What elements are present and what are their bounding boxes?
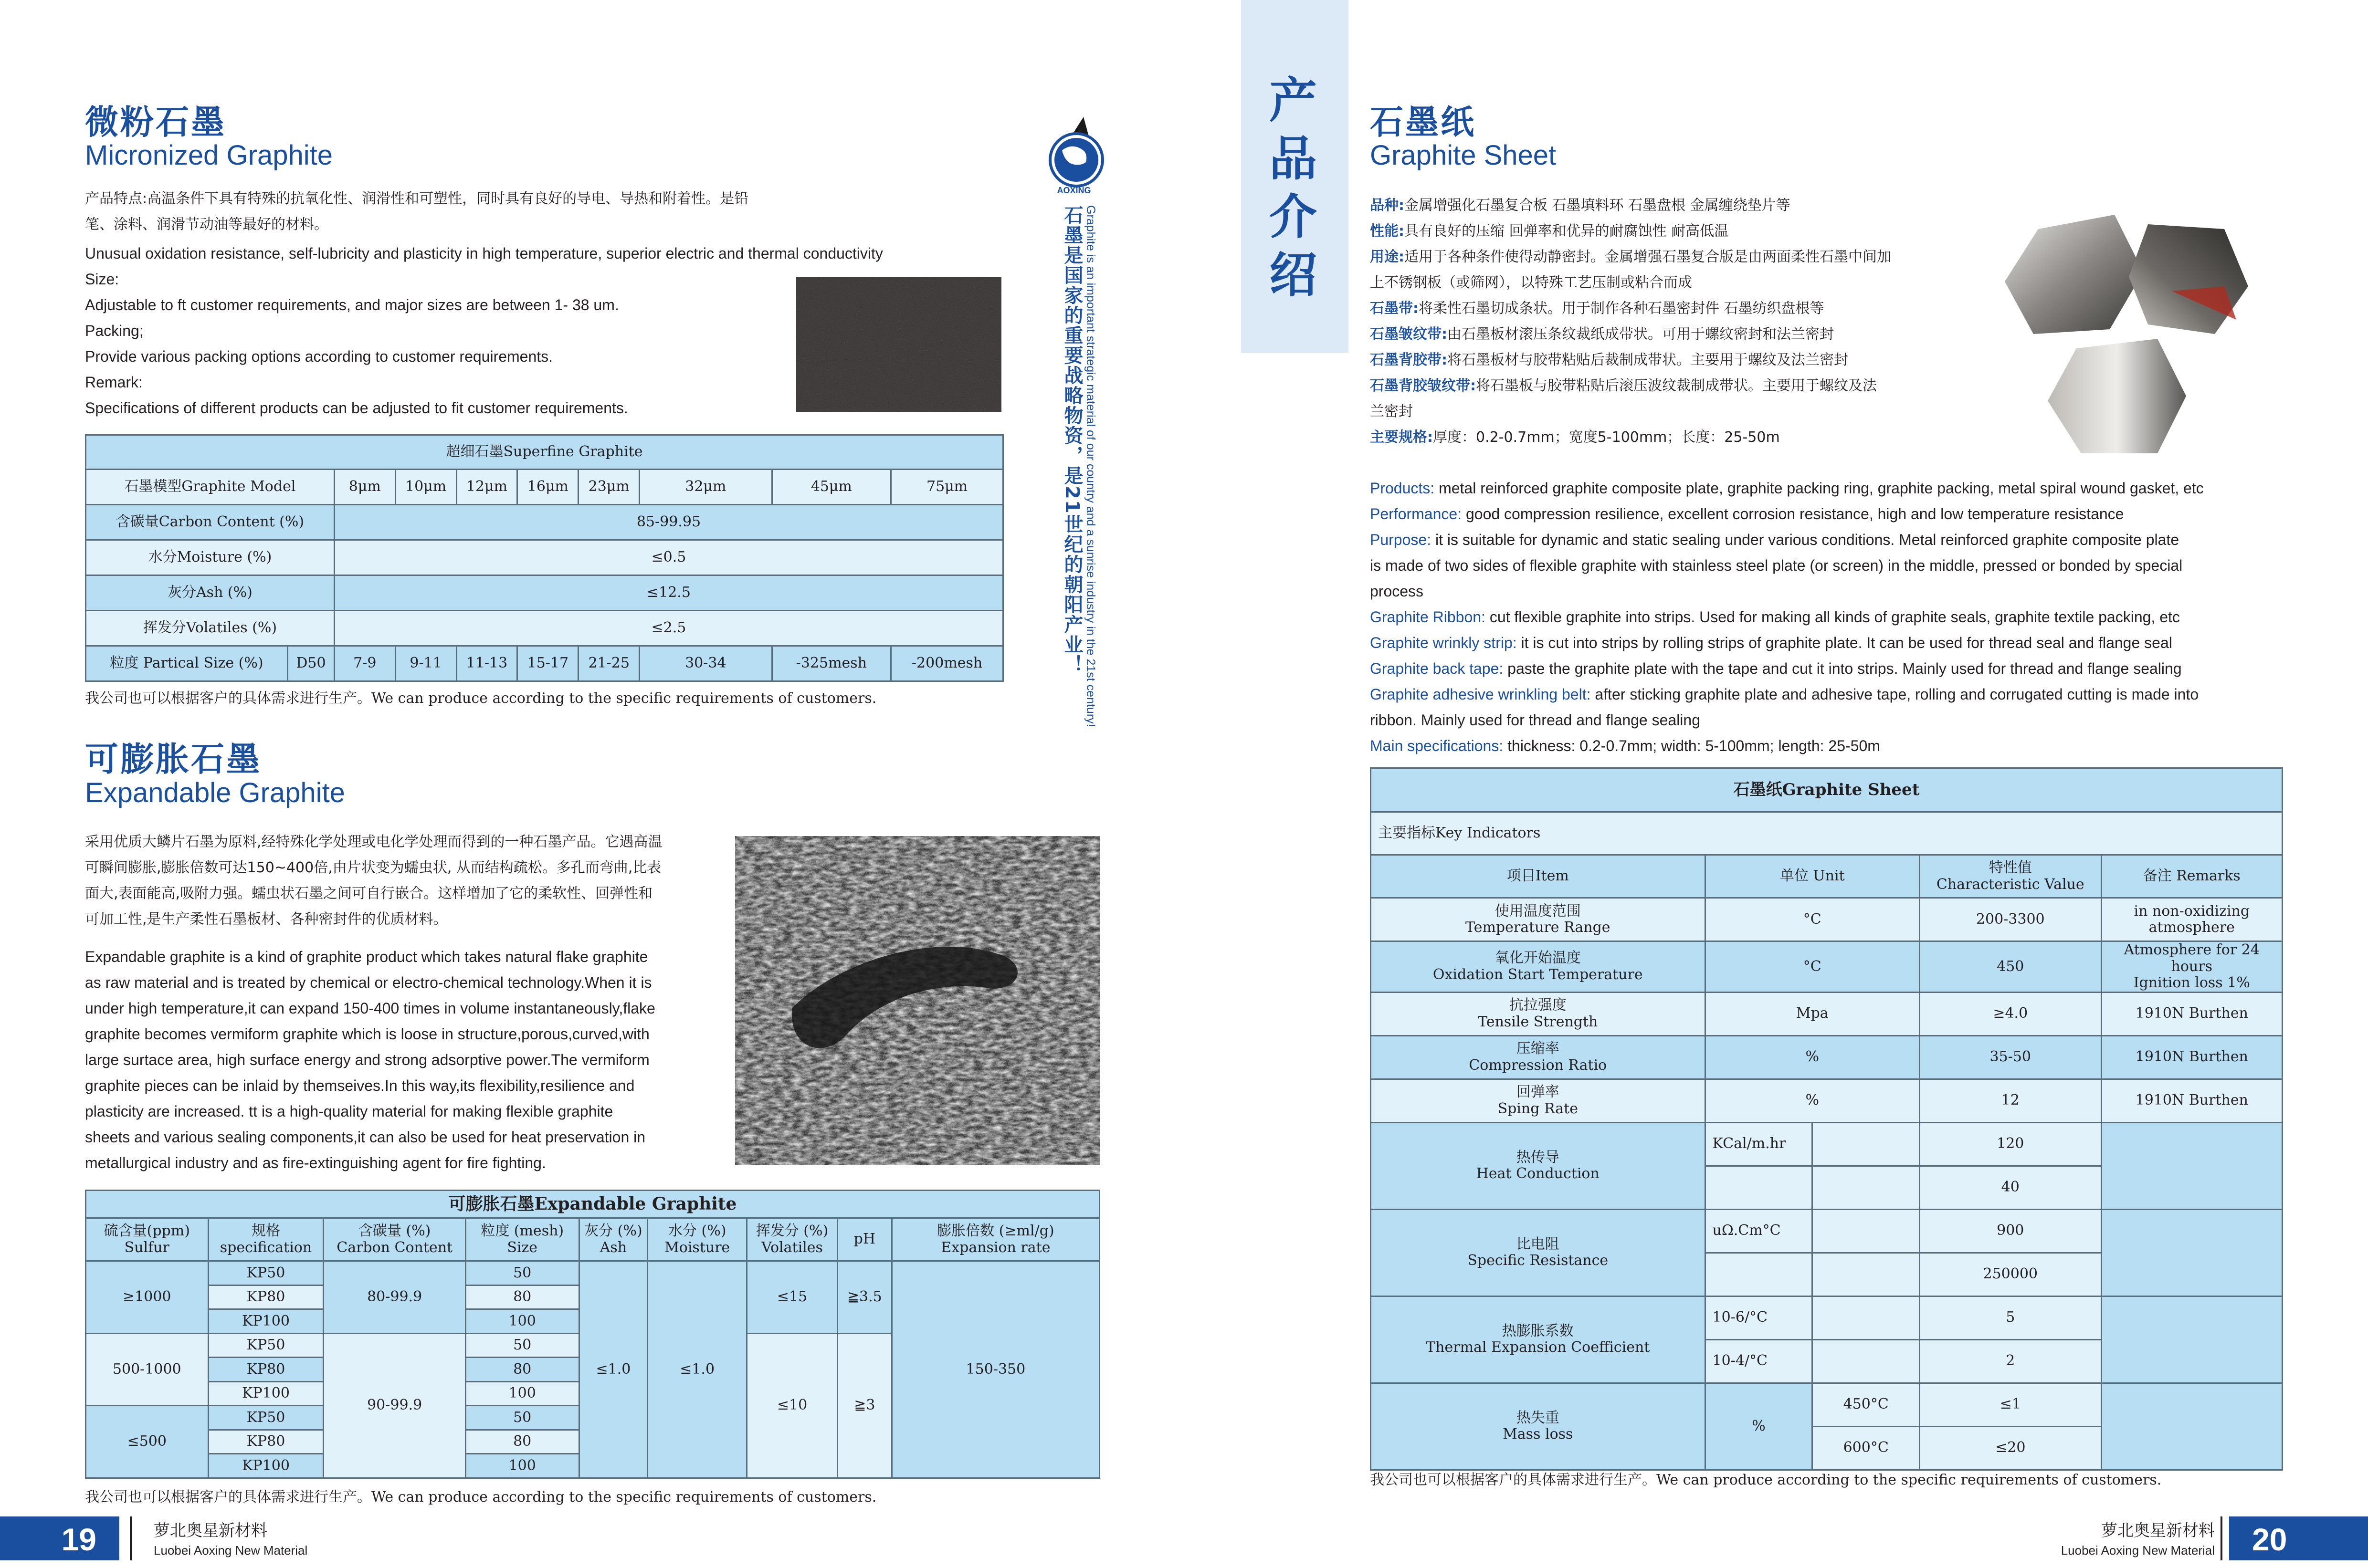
sheet-photo-1	[2005, 215, 2143, 334]
page-badge-left	[0, 1516, 119, 1560]
desc-en-line: under high temperature,it can expand 150-400 times in volume instantaneously,flake	[85, 1000, 655, 1017]
desc-en-line: metallurgical industry and as fire-extinguishing agent for fire fighting.	[85, 1154, 546, 1171]
size-cell: 8μm	[334, 470, 395, 505]
expandable-note: 我公司也可以根据客户的具体需求进行生产。We can produce according to the specific requirements of customers.	[85, 1489, 877, 1505]
particle-cell: 11-13	[456, 646, 517, 681]
mesh-cell: 80	[465, 1285, 579, 1309]
header-en: Expansion rate	[941, 1239, 1051, 1256]
desc-en-line: as raw material and is treated by chemical or electro-chemical technology.When it is	[85, 974, 652, 991]
expandable-table	[85, 1190, 1100, 1479]
d50-label: D50	[288, 646, 335, 681]
row-remark: in non-oxidizing	[2134, 902, 2250, 920]
header-cell	[837, 1218, 892, 1261]
page-badge-right	[2229, 1516, 2368, 1560]
row-unit: Mpa	[1705, 992, 1919, 1035]
en-line	[1370, 630, 2277, 656]
graphite-sheet-photos	[1976, 210, 2253, 458]
heat-en: Heat Conduction	[1476, 1165, 1600, 1182]
mass-en: Mass loss	[1503, 1426, 1573, 1443]
heat-label	[1371, 1122, 1705, 1209]
en-line-key: Products:	[1370, 480, 1435, 497]
expanded-graphite-sem-photo	[735, 836, 1100, 1165]
en-line-value: paste the graphite plate with the tape and cut it into strips. Mainly used for thread and flange sealing	[1503, 660, 2182, 677]
sheet-desc-en	[1370, 475, 2277, 759]
thermal-label	[1371, 1296, 1705, 1383]
volatiles-label: 挥发分Volatiles (%)	[86, 611, 335, 646]
spec-cell: KP50	[208, 1333, 324, 1358]
cn-line-key: 石墨背胶皱纹带:	[1370, 377, 1476, 394]
cn-line-key: 主要规格:	[1370, 429, 1433, 446]
heat-unit: KCal/m.hr	[1705, 1122, 1812, 1166]
volatiles-cell: ≤15	[747, 1261, 838, 1334]
footer-company-cn-right: 萝北奥星新材料	[2101, 1521, 2215, 1540]
sheet-title-cn: 石墨纸	[1370, 103, 1476, 142]
thermal-value: 2	[1920, 1339, 2102, 1383]
graphite-sheet-table	[1370, 767, 2283, 1471]
desc-cn-line: 面大,表面能高,吸附力强。蠕虫状石墨之间可自行嵌合。这样增加了它的柔软性、回弹性和	[85, 885, 653, 902]
en-line-value: process	[1370, 583, 1424, 600]
header-en: Moisture	[664, 1239, 730, 1256]
header-en: specification	[220, 1239, 312, 1256]
spec-cell: KP80	[208, 1430, 324, 1454]
en-line-value: it is cut into strips by rolling strips of graphite plate. It can be used for thread seal and flange seal	[1516, 634, 2172, 651]
thermal-en: Thermal Expansion Coefficient	[1426, 1339, 1650, 1356]
moisture-value: ≤0.5	[334, 540, 1003, 575]
row-value: 35-50	[1920, 1035, 2102, 1079]
cn-line-key: 石墨皱纹带:	[1370, 326, 1447, 343]
sheet-title-en: Graphite Sheet	[1370, 140, 1557, 171]
mesh-cell: 50	[465, 1333, 579, 1358]
header-cn: 膨胀倍数 (≥ml/g)	[937, 1223, 1054, 1239]
row-cn: 回弹率	[1516, 1084, 1559, 1100]
size-cell: 12μm	[456, 470, 517, 505]
spec-cell: KP100	[208, 1381, 324, 1406]
mass-temp: 600°C	[1812, 1426, 1920, 1470]
micronized-features-en: Unusual oxidation resistance, self-lubricity and plasticity in high temperature, superior electric and thermal conductivity	[85, 245, 883, 262]
particle-cell: 30-34	[640, 646, 772, 681]
en-line-value: metal reinforced graphite composite plate, graphite packing ring, graphite packing, metal spiral wound gasket, etc	[1434, 480, 2204, 497]
cn-line	[1370, 270, 1971, 296]
ash-cell: ≤1.0	[579, 1261, 648, 1478]
ash-label: 灰分Ash (%)	[86, 575, 335, 611]
row-remark: 1910N Burthen	[2101, 1035, 2282, 1079]
header-cn: pH	[853, 1231, 876, 1248]
header-item: 项目Item	[1371, 855, 1705, 898]
sulfur-cell: ≤500	[86, 1406, 209, 1478]
row-remark: atmosphere	[2148, 919, 2235, 936]
moisture-cell: ≤1.0	[648, 1261, 747, 1478]
cn-line-value: 兰密封	[1370, 403, 1413, 420]
en-line-key: Graphite adhesive wrinkling belt:	[1370, 686, 1591, 703]
en-line-value: is made of two sides of flexible graphite with stainless steel plate (or screen) in the middle, pressed or bonded by special	[1370, 557, 2183, 574]
en-line-key: Graphite Ribbon:	[1370, 608, 1485, 626]
en-line	[1370, 681, 2277, 707]
sheet-row	[1371, 941, 2283, 993]
cn-line-value: 上不锈钢板（或筛网），以特殊工艺压制或粘合而成	[1370, 274, 1692, 291]
row-remark: 1910N Burthen	[2101, 1079, 2282, 1122]
res-unit: uΩ.Cm°C	[1705, 1209, 1812, 1253]
slogan-cn: 石墨是国家的重要战略物资，是21世纪的朝阳产业！	[1061, 205, 1083, 675]
row-value: 200-3300	[1920, 898, 2102, 941]
row-unit: %	[1705, 1035, 1919, 1079]
header-cell	[747, 1218, 838, 1261]
particle-label: 粒度 Partical Size (%)	[86, 646, 288, 681]
section-band	[1241, 0, 1348, 353]
header-cell	[208, 1218, 324, 1261]
cn-line	[1370, 193, 1971, 219]
particle-cell: 21-25	[579, 646, 640, 681]
en-line-value: cut flexible graphite into strips. Used for making all kinds of graphite seals, graphite textile packing, etc	[1485, 608, 2180, 626]
header-remarks: 备注 Remarks	[2101, 855, 2282, 898]
cn-line-key: 性能:	[1370, 223, 1404, 240]
expandable-desc-en	[85, 944, 715, 1176]
size-cell: 75μm	[891, 470, 1003, 505]
ph-cell: ≧3.5	[837, 1261, 892, 1334]
superfine-caption: 超细石墨Superfine Graphite	[86, 435, 1003, 470]
micronized-note: 我公司也可以根据客户的具体需求进行生产。We can produce according to the specific requirements of customers.	[85, 690, 877, 707]
sheet-row	[1371, 1035, 2283, 1079]
heat-value: 120	[1920, 1122, 2102, 1166]
particle-cell: 15-17	[517, 646, 579, 681]
ash-value: ≤12.5	[334, 575, 1003, 611]
desc-en-line: sheets and various sealing components,it can also be used for heat preservation in	[85, 1129, 646, 1146]
header-cn: 水分 (%)	[668, 1223, 726, 1239]
footer-divider-left	[130, 1516, 132, 1560]
res-value: 900	[1920, 1209, 2102, 1253]
en-line-value: thickness: 0.2-0.7mm; width: 5-100mm; length: 25-50m	[1503, 737, 1880, 754]
cn-line-value: 将石墨板材与胶带粘贴后裁制成带状。主要用于螺纹及法兰密封	[1447, 352, 1848, 368]
sulfur-cell: 500-1000	[86, 1333, 209, 1406]
cn-line-value: 将石墨板与胶带粘贴后滚压波纹裁制成带状。主要用于螺纹及法	[1476, 377, 1877, 394]
cn-line	[1370, 296, 1971, 322]
en-line-key: Purpose:	[1370, 531, 1431, 548]
en-line	[1370, 553, 2277, 578]
remark-text: Specifications of different products can be adjusted to fit customer requirements.	[85, 399, 628, 417]
en-line-key: Main specifications:	[1370, 737, 1504, 754]
sulfur-cell: ≥1000	[86, 1261, 209, 1334]
header-cn: 规格	[251, 1223, 280, 1239]
section-label: 产品介绍	[1269, 73, 1317, 303]
en-line-value: it is suitable for dynamic and static sealing under various conditions. Metal reinforced graphite composite plate	[1431, 531, 2179, 548]
header-cell	[324, 1218, 465, 1261]
cn-line-key: 石墨带:	[1370, 300, 1419, 317]
en-line	[1370, 475, 2277, 501]
en-line-value: ribbon. Mainly used for thread and flange sealing	[1370, 711, 1700, 729]
carbon-label: 含碳量Carbon Content (%)	[86, 505, 335, 540]
sheet-photo-3	[2048, 339, 2186, 453]
volatiles-cell: ≤10	[747, 1333, 838, 1478]
expandable-desc-cn	[85, 829, 725, 932]
footer-company-cn-left: 萝北奥星新材料	[154, 1521, 267, 1540]
en-line-key: Graphite back tape:	[1370, 660, 1504, 677]
moisture-label: 水分Moisture (%)	[86, 540, 335, 575]
resistance-label	[1371, 1209, 1705, 1296]
desc-cn-line: 采用优质大鳞片石墨为原料,经特殊化学处理或电化学处理而得到的一种石墨产品。它遇高温	[85, 834, 663, 850]
cn-line-value: 金属增强化石墨复合板 石墨填料环 石墨盘根 金属缠绕垫片等	[1404, 197, 1790, 214]
desc-en-line: graphite pieces can be inlaid by themseives.In this way,its flexibility,resilience and	[85, 1077, 635, 1094]
desc-en-line: plasticity are increased. tt is a high-quality material for making flexible graphite	[85, 1103, 613, 1120]
en-line	[1370, 501, 2277, 527]
header-value-cn: 特性值	[1989, 859, 2032, 876]
desc-cn-line: 可瞬间膨胀,膨胀倍数可达150~400倍,由片状变为蠕虫状, 从而结构疏松。多孔而弯曲,比表	[85, 859, 662, 876]
thermal-cn: 热膨胀系数	[1502, 1322, 1574, 1339]
cn-line-value: 具有良好的压缩 回弹率和优异的耐腐蚀性 耐高低温	[1404, 223, 1729, 240]
res-cn: 比电阻	[1516, 1235, 1559, 1253]
header-en: Ash	[600, 1239, 627, 1256]
desc-en-line: Expandable graphite is a kind of graphite product which takes natural flake graphite	[85, 948, 648, 965]
cn-line	[1370, 219, 1971, 244]
en-line	[1370, 527, 2277, 553]
row-remark: 1910N Burthen	[2101, 992, 2282, 1035]
row-remark: Atmosphere for 24 hours	[2124, 941, 2260, 975]
mass-label	[1371, 1383, 1705, 1470]
sheet-table-caption: 石墨纸Graphite Sheet	[1371, 768, 2283, 812]
spec-cell: KP50	[208, 1261, 324, 1286]
mesh-cell: 100	[465, 1454, 579, 1478]
superfine-table	[85, 434, 1004, 682]
size-cell: 32μm	[640, 470, 772, 505]
particle-cell: 9-11	[395, 646, 456, 681]
header-cell	[86, 1218, 209, 1261]
mass-value: ≤1	[1920, 1383, 2102, 1426]
spec-cell: KP50	[208, 1406, 324, 1430]
sheet-row	[1371, 1079, 2283, 1122]
desc-cn-line: 可加工性,是生产柔性石墨板材、各种密封件的优质材料。	[85, 911, 448, 928]
model-label: 石墨模型Graphite Model	[86, 470, 335, 505]
particle-cell: 7-9	[334, 646, 395, 681]
header-cn: 粒度 (mesh)	[481, 1223, 564, 1239]
mesh-cell: 100	[465, 1309, 579, 1334]
cn-line	[1370, 425, 1971, 450]
page-number-right: 20	[2252, 1522, 2287, 1557]
ph-cell: ≧3	[837, 1333, 892, 1478]
row-unit: °C	[1705, 898, 1919, 941]
spec-cell: KP80	[208, 1285, 324, 1309]
cn-line-key: 品种:	[1370, 197, 1404, 214]
expandable-title-en: Expandable Graphite	[85, 777, 345, 808]
row-value: 450	[1920, 941, 2102, 993]
aoxing-logo	[1036, 115, 1112, 196]
particle-cell: -200mesh	[891, 646, 1003, 681]
expandable-title-cn: 可膨胀石墨	[85, 740, 262, 779]
volatiles-value: ≤2.5	[334, 611, 1003, 646]
res-value: 250000	[1920, 1253, 2102, 1296]
header-en: Volatiles	[761, 1239, 823, 1256]
sheet-desc-cn	[1370, 193, 1971, 450]
res-en: Specific Resistance	[1467, 1252, 1609, 1269]
sheet-note: 我公司也可以根据客户的具体需求进行生产。We can produce according to the specific requirements of customers.	[1370, 1472, 2162, 1488]
en-line-key: Performance:	[1370, 505, 1462, 523]
header-value	[1920, 855, 2102, 898]
footer-company-en-right: Luobei Aoxing New Material	[2061, 1543, 2215, 1558]
en-line	[1370, 604, 2277, 630]
cn-line	[1370, 399, 1971, 425]
mesh-cell: 80	[465, 1358, 579, 1382]
mass-temp: 450°C	[1812, 1383, 1920, 1426]
mesh-cell: 100	[465, 1381, 579, 1406]
header-cell	[579, 1218, 648, 1261]
heat-cn: 热传导	[1516, 1149, 1559, 1166]
sheet-row	[1371, 992, 2283, 1035]
thermal-unit: 10-4/°C	[1705, 1339, 1812, 1383]
sheet-table-subcaption: 主要指标Key Indicators	[1371, 812, 2283, 855]
expandable-caption: 可膨胀石墨Expandable Graphite	[86, 1191, 1100, 1218]
header-cn: 硫含量(ppm)	[104, 1223, 190, 1239]
thermal-value: 5	[1920, 1296, 2102, 1339]
spec-cell: KP100	[208, 1454, 324, 1478]
cn-line	[1370, 347, 1971, 373]
mesh-cell: 50	[465, 1406, 579, 1430]
micronized-features-cn: 产品特点:高温条件下具有特殊的抗氧化性、润滑性和可塑性，同时具有良好的导电、导热和附着性。是铅	[85, 190, 749, 207]
cn-line	[1370, 322, 1971, 347]
row-unit: %	[1705, 1079, 1919, 1122]
cn-line-value: 适用于各种条件使得动静密封。金属增强石墨复合版是由两面柔性石墨中间加	[1404, 249, 1891, 265]
header-cell	[892, 1218, 1099, 1261]
en-line	[1370, 707, 2277, 733]
cn-line-key: 用途:	[1370, 249, 1404, 265]
graphite-powder-photo	[796, 277, 1001, 412]
row-cn: 使用温度范围	[1494, 902, 1581, 920]
cn-line-value: 由石墨板材滚压条纹裁纸成带状。可用于螺纹密封和法兰密封	[1447, 326, 1834, 343]
mass-unit: %	[1705, 1383, 1812, 1470]
row-value: 12	[1920, 1079, 2102, 1122]
remark-label: Remark:	[85, 374, 143, 391]
row-en: Oxidation Start Temperature	[1432, 966, 1643, 983]
en-line	[1370, 656, 2277, 681]
cn-line-value: 厚度：0.2-0.7mm；宽度5-100mm；长度：25-50m	[1433, 429, 1780, 446]
size-cell: 45μm	[772, 470, 891, 505]
header-en: Carbon Content	[337, 1239, 453, 1256]
header-en: Size	[507, 1239, 538, 1256]
mesh-cell: 80	[465, 1430, 579, 1454]
row-en: Compression Ratio	[1469, 1056, 1607, 1074]
cn-line	[1370, 373, 1971, 399]
carbon-value: 85-99.95	[334, 505, 1003, 540]
size-text: Adjustable to ft customer requirements, and major sizes are between 1- 38 um.	[85, 296, 619, 314]
size-label: Size:	[85, 271, 119, 288]
header-cell	[648, 1218, 747, 1261]
desc-en-line: large surtace area, high surface energy and strong adsorptive power.The vermiform	[85, 1051, 650, 1068]
footer-company-en-left: Luobei Aoxing New Material	[154, 1543, 308, 1558]
page-number-left: 19	[61, 1522, 96, 1557]
row-cn: 压缩率	[1516, 1040, 1559, 1057]
cn-line-value: 将柔性石墨切成条状。用于制作各种石墨密封件 石墨纺织盘根等	[1419, 300, 1824, 317]
header-value-en: Characteristic Value	[1936, 876, 2084, 893]
en-line	[1370, 733, 2277, 759]
size-cell: 16μm	[517, 470, 579, 505]
thermal-unit: 10-6/°C	[1705, 1296, 1812, 1339]
sheet-row	[1371, 898, 2283, 941]
mass-value: ≤20	[1920, 1426, 2102, 1470]
row-value: ≥4.0	[1920, 992, 2102, 1035]
row-unit: °C	[1705, 941, 1919, 993]
micronized-features-cn-2: 笔、涂料、润滑节动油等最好的材料。	[85, 216, 328, 233]
header-cell	[465, 1218, 579, 1261]
row-en: Tensile Strength	[1478, 1013, 1598, 1030]
row-en: Temperature Range	[1465, 919, 1610, 936]
desc-en-line: graphite becomes vermiform graphite which is loose in structure,porous,curved,with	[85, 1025, 650, 1043]
en-line-key: Graphite wrinkly strip:	[1370, 634, 1517, 651]
row-remark: Ignition loss 1%	[2133, 974, 2250, 991]
slogan-en: Graphite is an important strategic material of our country and a sunrise industry in the 21st century!	[1084, 205, 1097, 727]
en-line-value: after sticking graphite plate and adhesive tape, rolling and corrugated cutting is made into	[1590, 686, 2199, 703]
expansion-cell: 150-350	[892, 1261, 1099, 1478]
mesh-cell: 50	[465, 1261, 579, 1286]
size-cell: 23μm	[579, 470, 640, 505]
en-line-value: good compression resilience, excellent corrosion resistance, high and low temperature resistance	[1462, 505, 2124, 523]
particle-cell: -325mesh	[772, 646, 891, 681]
spec-cell: KP80	[208, 1358, 324, 1382]
mass-cn: 热失重	[1516, 1409, 1559, 1426]
footer-divider-right	[2221, 1516, 2222, 1560]
header-unit: 单位 Unit	[1705, 855, 1919, 898]
header-en: Sulfur	[124, 1239, 169, 1256]
heat-value: 40	[1920, 1166, 2102, 1209]
row-cn: 氧化开始温度	[1494, 950, 1581, 967]
micronized-title-en: Micronized Graphite	[85, 140, 333, 171]
micronized-title-cn: 微粉石墨	[85, 103, 226, 142]
row-cn: 抗拉强度	[1509, 997, 1567, 1014]
cn-line-key: 石墨背胶带:	[1370, 352, 1447, 368]
packing-text: Provide various packing options according to customer requirements.	[85, 348, 553, 365]
packing-label: Packing;	[85, 322, 144, 339]
carbon-cell: 90-99.9	[324, 1333, 465, 1478]
en-line	[1370, 578, 2277, 604]
header-cn: 灰分 (%)	[584, 1223, 642, 1239]
header-cn: 含碳量 (%)	[358, 1223, 431, 1239]
row-en: Sping Rate	[1497, 1100, 1578, 1117]
expandable-header-row	[86, 1218, 1100, 1261]
cn-line	[1370, 244, 1971, 270]
carbon-cell: 80-99.9	[324, 1261, 465, 1334]
spec-cell: KP100	[208, 1309, 324, 1334]
header-cn: 挥发分 (%)	[756, 1223, 829, 1239]
size-cell: 10μm	[395, 470, 456, 505]
sheet-photo-2	[2129, 224, 2248, 334]
logo-text: AOXING	[1057, 186, 1091, 195]
